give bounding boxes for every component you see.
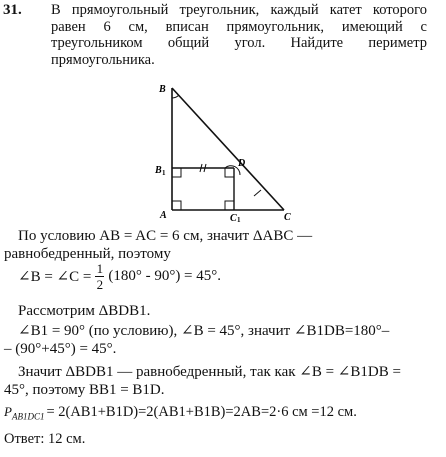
solution-line-5: – (90°+45°) = 45°.	[4, 341, 117, 357]
label-c1: C	[230, 213, 237, 222]
fraction-denominator: 2	[96, 277, 104, 292]
problem-text: В прямоугольный треугольник, каждый катет которого равен 6 см, вписан прямоугольник, имеющий с треугольником общий угол. Найдите периметр прямоугольника.	[51, 2, 427, 68]
angle-formula	[18, 262, 221, 291]
angle-arc-b	[172, 95, 179, 98]
perimeter-symbol: $P_{AB1DC1}$	[4, 404, 45, 422]
right-angle-d	[225, 168, 234, 177]
formula-right: (180° - 90°) = 45°.	[108, 268, 222, 284]
right-angle-a	[172, 201, 181, 210]
perimeter-formula	[4, 404, 357, 422]
triangle-diagram	[150, 82, 300, 222]
solution-line-6: Значит ΔBDB1 — равнобедренный, так как ∠B = ∠B1DB =	[18, 364, 401, 380]
label-b: B	[159, 84, 166, 95]
triangle-figure	[150, 82, 300, 222]
label-b1-sub: 1	[162, 169, 166, 177]
solution-line-4: ∠B1 = 90° (по условию), ∠B = 45°, значит ∠B1DB=180°–	[18, 323, 390, 339]
side-bc	[172, 88, 284, 210]
solution-line-1: По условию AB = AC = 6 см, значит ΔABC —	[18, 228, 313, 244]
label-d: D	[238, 158, 246, 169]
perimeter-expression: = 2(AB1+B1D)=2(AB1+B1B)=2AB=2·6 см =12 см.	[46, 404, 357, 420]
fraction-numerator: 1	[96, 261, 104, 276]
label-c1-sub: 1	[237, 216, 241, 222]
right-angle-b1	[172, 168, 181, 177]
right-angle-c1	[225, 201, 234, 210]
answer: Ответ: 12 см.	[4, 431, 86, 447]
solution-line-3: Рассмотрим ΔBDB1.	[18, 303, 151, 319]
solution-line-2: равнобедренный, поэтому	[4, 246, 171, 262]
tick-dc	[254, 190, 261, 196]
label-a: A	[160, 210, 167, 221]
formula-fraction	[95, 262, 104, 291]
solution-line-7: 45°, поэтому BB1 = B1D.	[4, 382, 165, 398]
label-c: C	[284, 212, 291, 222]
problem-number: 31.	[3, 2, 22, 18]
label-b1: B	[155, 165, 162, 176]
formula-left: ∠B = ∠C =	[18, 269, 92, 285]
